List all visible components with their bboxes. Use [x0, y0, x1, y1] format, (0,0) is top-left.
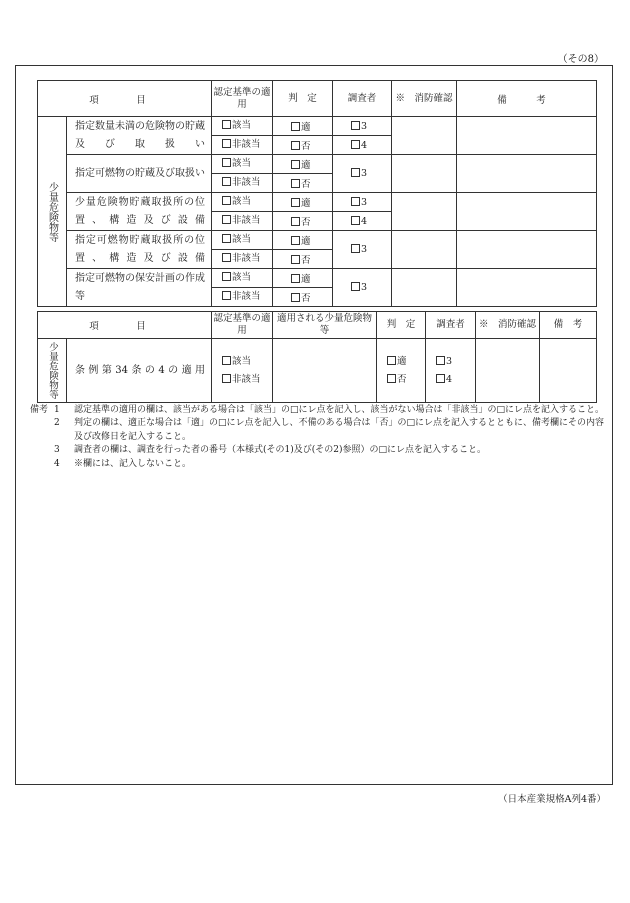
investigator-4-checkbox[interactable]: 4	[426, 371, 475, 389]
note-number: 3	[54, 445, 60, 456]
header-criteria: 認定基準の適用	[212, 81, 273, 117]
item-label: 指定可燃物貯蔵取扱所の位置、構造及び設備	[67, 231, 212, 269]
investigator-cell	[426, 339, 476, 403]
criteria-yes-checkbox[interactable]: 該当	[212, 231, 273, 250]
note-number: 1	[54, 405, 60, 415]
remarks-cell[interactable]	[457, 193, 597, 231]
header-item: 項 目	[38, 81, 212, 117]
category-label: 少量危険物等	[46, 181, 58, 242]
criteria-yes-checkbox[interactable]: 該当	[212, 353, 272, 371]
investigator-3-checkbox[interactable]: 3	[333, 193, 392, 212]
category-label: 少量危険物等	[47, 342, 58, 399]
notes-section	[30, 404, 610, 471]
investigator-4-checkbox[interactable]: 4	[333, 136, 392, 155]
criteria-no-checkbox[interactable]: 非該当	[212, 136, 273, 155]
item-label: 指定可燃物の貯蔵及び取扱い	[67, 155, 212, 193]
judgment-ng-checkbox[interactable]: 否	[273, 136, 333, 155]
inspection-table-2	[37, 311, 597, 403]
remarks-cell[interactable]	[540, 339, 597, 403]
judgment-cell	[377, 339, 426, 403]
header-remarks: 備 考	[457, 81, 597, 117]
footer-standard: （日本産業規格A列4番）	[498, 794, 606, 805]
item-label: 条例第34条の4の適用	[67, 339, 212, 403]
investigator-3-checkbox[interactable]: 3	[333, 117, 392, 136]
note-item	[30, 417, 610, 444]
fire-check-cell	[392, 117, 457, 155]
note-text: ※欄には、記入しないこと。	[74, 458, 192, 469]
note-text: 調査者の欄は、調査を行った者の番号（本様式(その1)及び(その2)参照）の□にレ点を記入すること。	[74, 445, 487, 456]
item-label: 指定可燃物の保安計画の作成等	[67, 269, 212, 307]
investigator-3-checkbox[interactable]: 3	[333, 155, 392, 193]
note-text: 判定の欄は、適正な場合は「適」の□にレ点を記入し、不備のある場合は「否」の□にレ点を記入するとともに、備考欄にその内容及び改修日を記入すること。	[74, 418, 605, 442]
criteria-yes-checkbox[interactable]: 該当	[212, 117, 273, 136]
item-label: 少量危険物貯蔵取扱所の位置、構造及び設備	[67, 193, 212, 231]
fire-check-cell	[476, 339, 540, 403]
investigator-3-checkbox[interactable]: 3	[333, 231, 392, 269]
criteria-yes-checkbox[interactable]: 該当	[212, 155, 273, 174]
fire-check-cell	[392, 269, 457, 307]
note-number: 4	[54, 458, 60, 469]
table-row	[38, 193, 597, 212]
category-cell	[38, 117, 67, 307]
criteria-yes-checkbox[interactable]: 該当	[212, 193, 273, 212]
note-item	[30, 404, 610, 417]
fire-check-cell	[392, 155, 457, 193]
header-fire-check: ※ 消防確認	[476, 312, 540, 339]
table-row	[38, 269, 597, 288]
judgment-ok-checkbox[interactable]: 適	[273, 269, 333, 288]
criteria-no-checkbox[interactable]: 非該当	[212, 250, 273, 269]
investigator-3-checkbox[interactable]: 3	[333, 269, 392, 307]
table-row	[38, 339, 597, 403]
judgment-ok-checkbox[interactable]: 適	[377, 353, 425, 371]
judgment-ng-checkbox[interactable]: 否	[377, 371, 425, 389]
header-judgment: 判 定	[377, 312, 426, 339]
header-investigator: 調査者	[333, 81, 392, 117]
notes-label: 備考	[30, 405, 49, 415]
table-row	[38, 155, 597, 174]
judgment-ng-checkbox[interactable]: 否	[273, 288, 333, 307]
header-applied-substances: 適用される少量危険物等	[273, 312, 377, 339]
header-judgment: 判 定	[273, 81, 333, 117]
page-label: （その8）	[557, 54, 604, 65]
header-fire-check: ※ 消防確認	[392, 81, 457, 117]
inspection-table-1	[37, 80, 597, 307]
criteria-no-checkbox[interactable]: 非該当	[212, 371, 272, 389]
investigator-3-checkbox[interactable]: 3	[426, 353, 475, 371]
remarks-cell[interactable]	[457, 117, 597, 155]
criteria-no-checkbox[interactable]: 非該当	[212, 288, 273, 307]
criteria-yes-checkbox[interactable]: 該当	[212, 269, 273, 288]
table-header-row	[38, 81, 597, 117]
table-row	[38, 117, 597, 136]
criteria-cell	[212, 339, 273, 403]
header-item: 項 目	[38, 312, 212, 339]
note-number: 2	[54, 418, 60, 429]
item-label: 指定数量未満の危険物の貯蔵及び取扱い	[67, 117, 212, 155]
investigator-4-checkbox[interactable]: 4	[333, 212, 392, 231]
criteria-no-checkbox[interactable]: 非該当	[212, 174, 273, 193]
header-remarks: 備 考	[540, 312, 597, 339]
fire-check-cell	[392, 193, 457, 231]
judgment-ok-checkbox[interactable]: 適	[273, 193, 333, 212]
remarks-cell[interactable]	[457, 269, 597, 307]
category-cell	[38, 339, 67, 403]
judgment-ok-checkbox[interactable]: 適	[273, 155, 333, 174]
judgment-ok-checkbox[interactable]: 適	[273, 117, 333, 136]
note-item	[30, 458, 610, 471]
remarks-cell[interactable]	[457, 231, 597, 269]
applied-substances-cell[interactable]	[273, 339, 377, 403]
table-header-row	[38, 312, 597, 339]
header-investigator: 調査者	[426, 312, 476, 339]
judgment-ng-checkbox[interactable]: 否	[273, 250, 333, 269]
note-text: 認定基準の適用の欄は、該当がある場合は「該当」の□にレ点を記入し、該当がない場合は「非該当」の□にレ点を記入すること。	[74, 405, 605, 415]
note-item	[30, 444, 610, 457]
judgment-ng-checkbox[interactable]: 否	[273, 174, 333, 193]
remarks-cell[interactable]	[457, 155, 597, 193]
fire-check-cell	[392, 231, 457, 269]
header-criteria: 認定基準の適用	[212, 312, 273, 339]
judgment-ok-checkbox[interactable]: 適	[273, 231, 333, 250]
judgment-ng-checkbox[interactable]: 否	[273, 212, 333, 231]
table-row	[38, 231, 597, 250]
criteria-no-checkbox[interactable]: 非該当	[212, 212, 273, 231]
